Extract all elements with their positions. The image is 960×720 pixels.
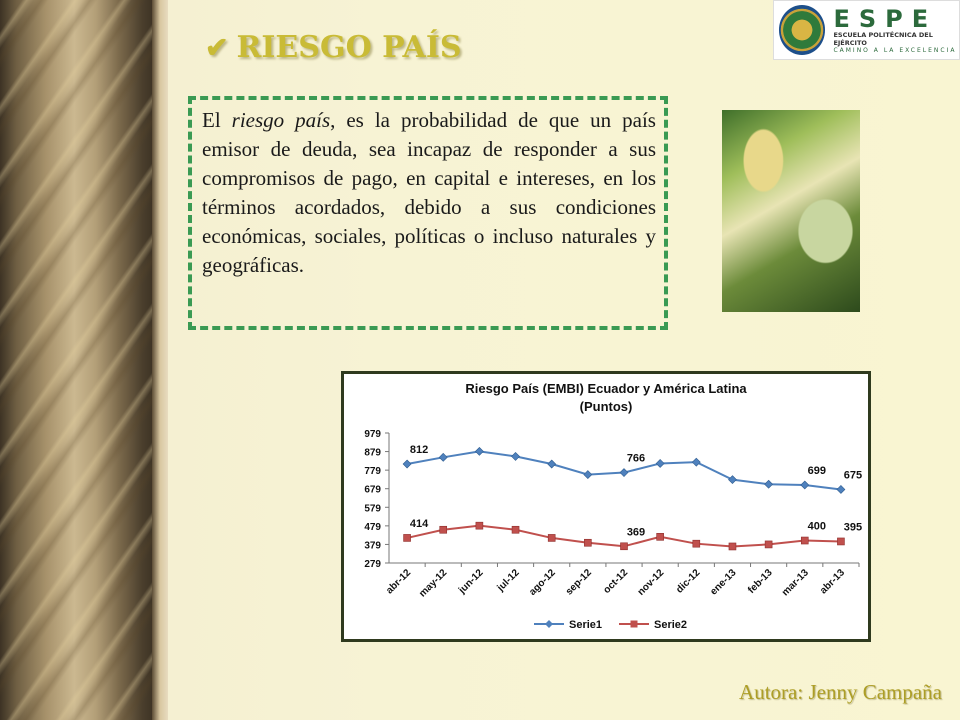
chart-subtitle: (Puntos) — [579, 399, 633, 414]
data-label: 699 — [807, 465, 826, 477]
x-tick-label: nov-12 — [635, 567, 667, 598]
slide-title — [205, 30, 462, 65]
data-label: 400 — [807, 520, 826, 533]
data-label: 766 — [626, 452, 646, 465]
data-point-serie2 — [548, 534, 555, 541]
data-point-serie2 — [729, 543, 736, 550]
data-label: 369 — [626, 526, 646, 539]
data-point-serie2 — [584, 539, 591, 546]
y-tick-label: 279 — [364, 559, 381, 570]
decorative-pillar — [0, 0, 165, 720]
logo-tagline: CAMINO A LA EXCELENCIA — [833, 46, 957, 54]
pillar-edge — [152, 0, 168, 720]
y-tick-label: 979 — [364, 429, 381, 440]
data-point-serie2 — [801, 537, 808, 544]
data-point-serie2 — [476, 522, 483, 529]
espe-logo — [773, 0, 960, 60]
data-point-serie1 — [656, 459, 664, 467]
data-point-serie1 — [620, 469, 628, 477]
y-tick-label: 579 — [364, 503, 381, 515]
legend-marker-serie1 — [545, 620, 553, 628]
data-point-serie1 — [548, 460, 556, 468]
data-point-serie1 — [692, 458, 700, 466]
money-chart-photo — [722, 110, 860, 312]
data-point-serie2 — [404, 534, 411, 541]
logo-name: ESPE — [833, 4, 938, 33]
legend-label-serie1: Serie1 — [569, 619, 603, 631]
y-tick-label: 779 — [364, 466, 381, 478]
x-tick-label: jun-12 — [456, 567, 486, 596]
y-tick-label: 879 — [364, 447, 381, 459]
data-point-serie1 — [439, 453, 447, 461]
x-tick-label: oct-12 — [601, 567, 631, 596]
x-tick-label: feb-13 — [746, 567, 775, 596]
chart-frame — [341, 371, 871, 642]
x-tick-label: ago-12 — [527, 567, 558, 598]
definition-box — [188, 96, 668, 330]
logo-subtitle: ESCUELA POLITÉCNICA DEL EJÉRCITO — [833, 30, 933, 47]
data-label: 395 — [843, 521, 863, 534]
data-label: 812 — [409, 444, 429, 457]
y-tick-label: 379 — [364, 540, 381, 552]
data-label: 675 — [843, 469, 863, 482]
data-point-serie2 — [440, 526, 447, 533]
x-tick-label: dic-12 — [674, 567, 703, 596]
check-icon: ✔ — [205, 31, 229, 64]
data-point-serie2 — [837, 538, 844, 545]
data-point-serie2 — [512, 526, 519, 533]
data-point-serie1 — [512, 452, 520, 460]
data-point-serie2 — [657, 533, 664, 540]
x-tick-label: jul-12 — [495, 567, 522, 594]
espe-seal-icon — [779, 5, 825, 55]
data-point-serie2 — [621, 543, 628, 550]
data-point-serie1 — [837, 485, 845, 493]
legend-marker-serie2 — [631, 621, 638, 628]
x-tick-label: abr-13 — [818, 567, 848, 597]
x-tick-label: mar-13 — [779, 567, 811, 599]
data-label: 414 — [409, 517, 429, 530]
chart-title: Riesgo País (EMBI) Ecuador y América Latina — [465, 381, 747, 396]
y-tick-label: 679 — [364, 484, 381, 496]
data-point-serie1 — [765, 480, 773, 488]
data-point-serie1 — [475, 447, 483, 455]
data-point-serie2 — [693, 540, 700, 547]
x-tick-label: may-12 — [417, 567, 450, 600]
data-point-serie1 — [584, 471, 592, 479]
embi-line-chart — [344, 374, 868, 639]
definition-lead: El — [202, 108, 232, 132]
definition-term: riesgo país — [231, 108, 331, 132]
x-tick-label: ene-13 — [708, 567, 739, 598]
y-tick-label: 479 — [364, 521, 381, 533]
data-point-serie1 — [801, 481, 809, 489]
slide-title-text: RIESGO PAÍS — [236, 30, 462, 65]
definition-paragraph — [202, 106, 656, 280]
legend-label-serie2: Serie2 — [654, 619, 688, 631]
x-tick-label: abr-12 — [384, 567, 414, 597]
data-point-serie1 — [728, 476, 736, 484]
data-point-serie1 — [403, 460, 411, 468]
x-tick-label: sep-12 — [563, 567, 594, 598]
author-credit: Autora: Jenny Campaña — [739, 680, 942, 704]
data-point-serie2 — [765, 541, 772, 548]
definition-body: , es la probabilidad de que un país emisor de deuda, sea incapaz de responder a sus compromisos de pago, en capital e intereses, en los términos acordados, debido a sus condiciones económicas, sociales, políticas o incluso naturales y geográficas. — [202, 108, 656, 277]
